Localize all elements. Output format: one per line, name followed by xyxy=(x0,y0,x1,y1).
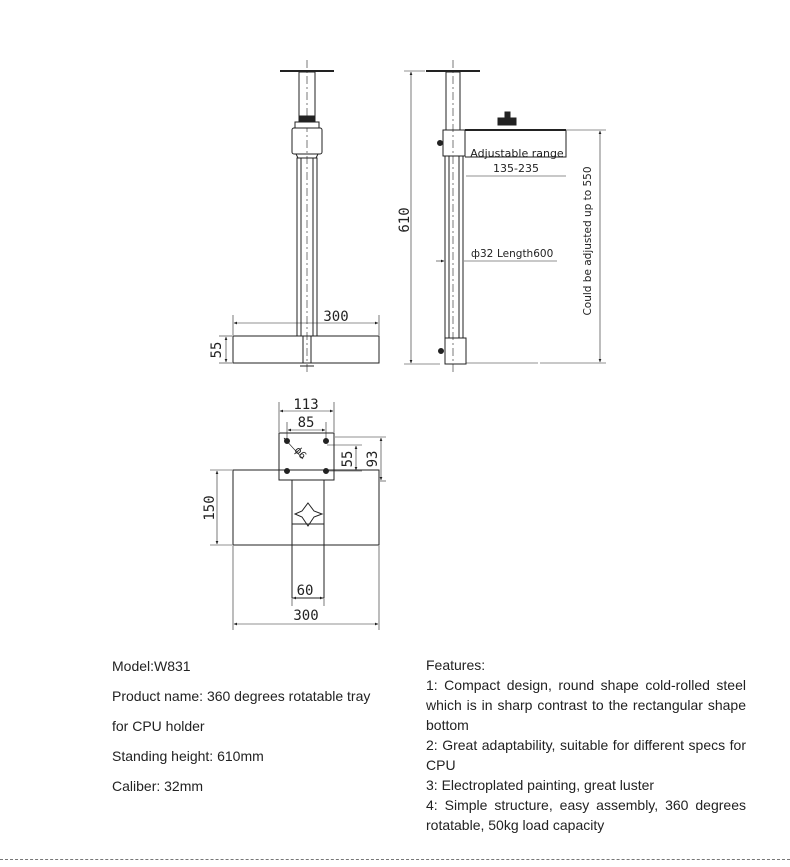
top-hole-diameter-label: ф6 xyxy=(291,445,309,462)
bottom-divider xyxy=(0,859,790,860)
adjustable-range-label: Adjustable range xyxy=(470,147,564,160)
product-name-continued-text: for CPU holder xyxy=(112,718,205,734)
side-total-height-label: 610 xyxy=(397,207,413,233)
feature-item: 1: Compact design, round shape cold-rolled steel which is in sharp contrast to the rectangular shape bottom xyxy=(426,677,746,733)
spec-list xyxy=(112,655,402,805)
side-view xyxy=(404,60,606,372)
top-tray-width-label: 113 xyxy=(293,397,319,413)
product-name-text: Product name: 360 degrees rotatable tray xyxy=(112,688,371,704)
feature-item: 3: Electroplated painting, great luster xyxy=(426,777,655,793)
features-list xyxy=(426,655,746,835)
top-tray-depth-label: 93 xyxy=(365,450,381,468)
adjusted-up-to-label: Could be adjusted up to 550 xyxy=(582,166,594,316)
top-hole-spacing-vertical-label: 55 xyxy=(340,450,356,468)
top-base-width-label: 300 xyxy=(293,608,319,624)
caliber-text: Caliber: 32mm xyxy=(112,778,204,794)
model-text: Model:W831 xyxy=(112,658,191,674)
front-base-height-label: 55 xyxy=(209,341,225,359)
front-base-width-label: 300 xyxy=(323,309,349,325)
features-title: Features: xyxy=(426,657,486,673)
standing-height-text: Standing height: 610mm xyxy=(112,748,264,764)
pole-length-label: Length600 xyxy=(497,248,554,260)
top-base-depth-label: 150 xyxy=(202,495,218,521)
adjustable-range-value: 135-235 xyxy=(493,162,539,175)
top-hole-spacing-label: 85 xyxy=(297,415,315,431)
feature-item: 4: Simple structure, easy assembly, 360 degrees rotatable, 50kg load capacity xyxy=(426,797,746,833)
front-view xyxy=(219,60,379,372)
top-arm-width-label: 60 xyxy=(296,583,314,599)
feature-item: 2: Great adaptability, suitable for different specs for CPU xyxy=(426,737,746,773)
pole-diameter-label: ф32 xyxy=(471,248,494,260)
